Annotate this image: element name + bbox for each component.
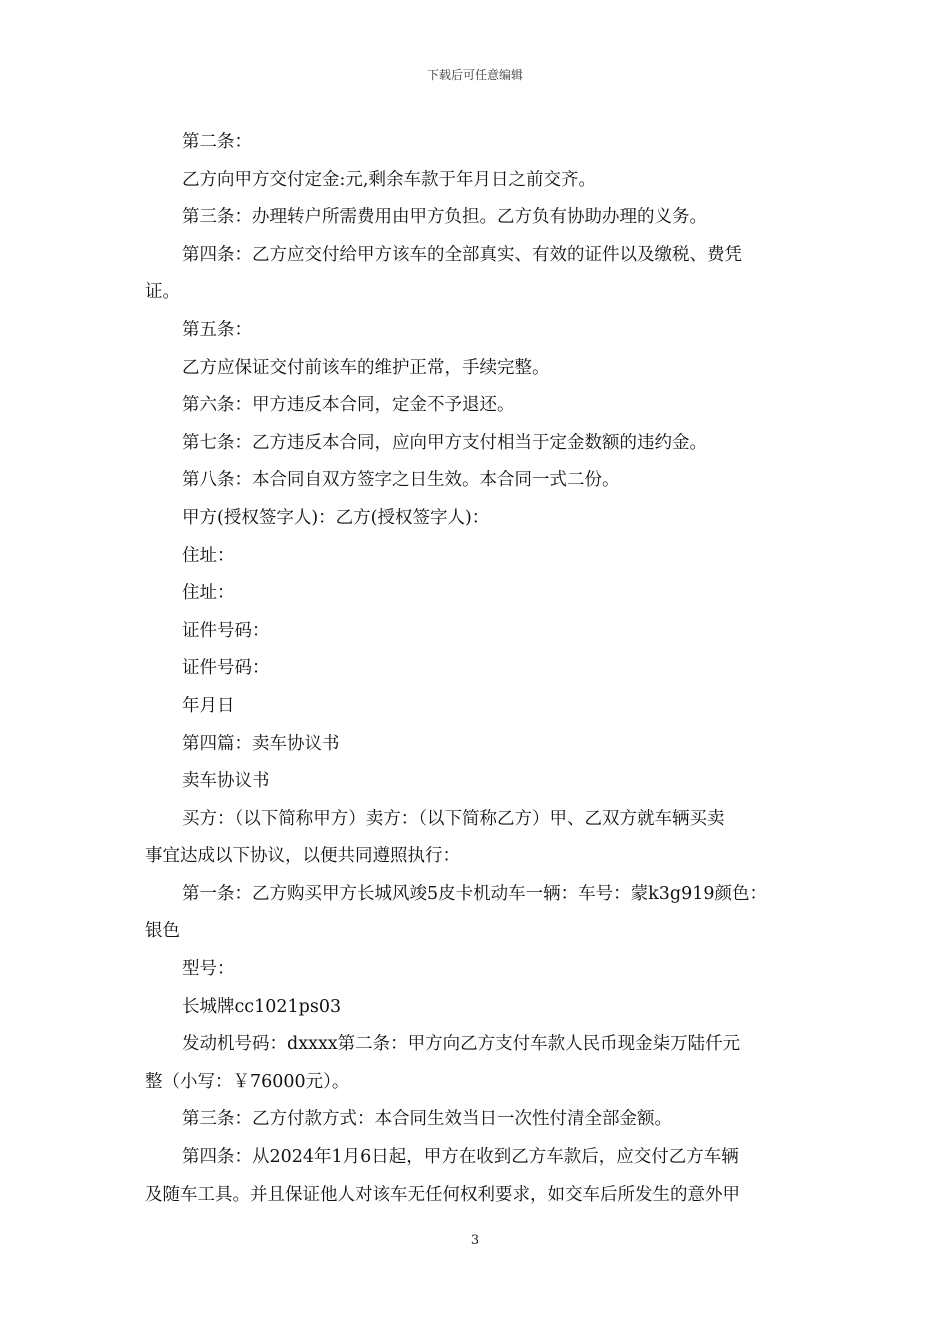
paragraph <box>145 1139 810 1214</box>
paragraph <box>145 1026 810 1101</box>
paragraph <box>145 124 810 162</box>
paragraph <box>145 199 810 237</box>
paragraph-line: 发动机号码：dxxxx第二条：甲方向乙方支付车款人民币现金柒万陆仟元 <box>182 1034 741 1055</box>
paragraph <box>145 1101 810 1139</box>
paragraph-line: 银色 <box>145 921 180 942</box>
page-number: 3 <box>470 1233 480 1248</box>
paragraph-line: 第八条：本合同自双方签字之日生效。本合同一式二份。 <box>182 470 620 491</box>
paragraph <box>145 462 810 500</box>
paragraph-line: 及随车工具。并且保证他人对该车无任何权利要求，如交车后所发生的意外甲 <box>145 1184 740 1205</box>
paragraph <box>145 613 810 651</box>
paragraph <box>145 162 810 200</box>
paragraph-line: 买方：（以下简称甲方）卖方：（以下简称乙方）甲、乙双方就车辆买卖 <box>182 808 725 829</box>
paragraph <box>145 237 810 312</box>
paragraph-line: 第七条：乙方违反本合同，应向甲方支付相当于定金数额的违约金。 <box>182 432 707 453</box>
paragraph <box>145 312 810 350</box>
paragraph-line: 甲方(授权签字人)：乙方(授权签字人)： <box>182 507 490 528</box>
paragraph-line: 证件号码： <box>182 658 270 679</box>
document-body <box>145 124 810 1214</box>
paragraph <box>145 801 810 876</box>
paragraph <box>145 575 810 613</box>
paragraph <box>145 726 810 764</box>
paragraph <box>145 387 810 425</box>
paragraph <box>145 876 810 951</box>
paragraph <box>145 500 810 538</box>
paragraph <box>145 989 810 1027</box>
paragraph <box>145 763 810 801</box>
paragraph-line: 第四条：从2024年1月6日起，甲方在收到乙方车款后，应交付乙方车辆 <box>182 1147 739 1168</box>
paragraph-line: 第四篇：卖车协议书 <box>182 733 340 754</box>
paragraph <box>145 688 810 726</box>
paragraph-line: 第六条：甲方违反本合同，定金不予退还。 <box>182 395 515 416</box>
paragraph-line: 长城牌cc1021ps03 <box>182 996 342 1017</box>
paragraph-line: 第五条： <box>182 319 252 340</box>
paragraph-line: 事宜达成以下协议，以便共同遵照执行： <box>145 846 460 867</box>
paragraph-line: 第一条：乙方购买甲方长城风竣5皮卡机动车一辆：车号：蒙k3g919颜色： <box>182 883 767 904</box>
paragraph-line: 第三条：办理转户所需费用由甲方负担。乙方负有协助办理的义务。 <box>182 207 707 228</box>
paragraph-line: 住址： <box>182 545 235 566</box>
paragraph <box>145 425 810 463</box>
paragraph <box>145 650 810 688</box>
page-header: 下载后可任意编辑 <box>426 68 523 82</box>
paragraph <box>145 951 810 989</box>
paragraph-line: 型号： <box>182 959 235 980</box>
paragraph-line: 乙方向甲方交付定金:元,剩余车款于年月日之前交齐。 <box>182 169 596 190</box>
paragraph-line: 年月日 <box>182 695 235 716</box>
paragraph <box>145 350 810 388</box>
paragraph-line: 第二条： <box>182 132 252 152</box>
paragraph-line: 证件号码： <box>182 620 270 641</box>
paragraph-line: 乙方应保证交付前该车的维护正常，手续完整。 <box>182 357 550 378</box>
paragraph-line: 证。 <box>145 282 180 303</box>
paragraph <box>145 538 810 576</box>
paragraph-line: 第三条：乙方付款方式：本合同生效当日一次性付清全部金额。 <box>182 1109 672 1130</box>
paragraph-line: 整（小写：￥76000元）。 <box>145 1071 350 1092</box>
paragraph-line: 住址： <box>182 583 235 604</box>
paragraph-line: 卖车协议书 <box>182 771 270 792</box>
paragraph-line: 第四条：乙方应交付给甲方该车的全部真实、有效的证件以及缴税、费凭 <box>182 244 742 265</box>
